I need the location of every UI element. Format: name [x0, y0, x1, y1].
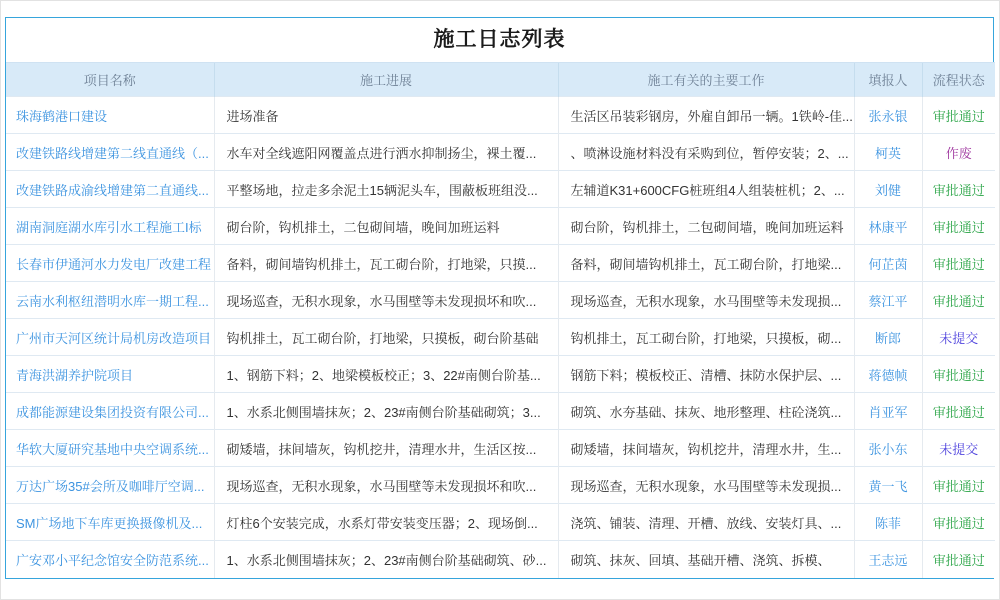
project-name-link[interactable]: 云南水利枢纽潜明水库一期工程...: [16, 293, 209, 309]
reporter-cell: [854, 245, 922, 282]
status-badge: 审批通过: [932, 552, 985, 568]
status-badge: 未提交: [939, 441, 979, 457]
status-cell: [922, 504, 995, 541]
column-header-project-name: 项目名称: [6, 63, 214, 97]
main-work-cell: 浇筑、铺装、清理、开槽、放线、安装灯具、...: [558, 504, 854, 541]
status-badge: 审批通过: [932, 182, 985, 198]
project-name-link[interactable]: 湖南洞庭湖水库引水工程施工I标: [16, 219, 202, 235]
status-badge: 作废: [945, 145, 972, 161]
main-work-cell: 生活区吊装彩钢房，外雇自卸吊一辆。1铁岭-佳...: [558, 97, 854, 134]
reporter-cell: [854, 134, 922, 171]
progress-cell: 砌矮墙，抹间墙灰，钩机挖井，清理水井，生活区按...: [214, 430, 558, 467]
page-title: 施工日志列表: [433, 28, 566, 51]
main-work-cell: 现场巡查，无积水现象，水马围壁等未发现损...: [558, 467, 854, 504]
construction-log-panel: [5, 17, 994, 579]
progress-cell: 备料，砌间墙钩机排土，瓦工砌台阶，打地梁，只摸...: [214, 245, 558, 282]
progress-cell: 现场巡查，无积水现象，水马围壁等未发现损坏和吹...: [214, 282, 558, 319]
reporter-link[interactable]: 林康平: [868, 219, 908, 235]
reporter-cell: [854, 208, 922, 245]
progress-cell: 砌台阶，钩机排土，二包砌间墙，晚间加班运料: [214, 208, 558, 245]
main-work-cell: 砌筑、抹灰、回填、基础开槽、浇筑、拆模、: [558, 541, 854, 578]
project-name-link[interactable]: 改建铁路线增建第二线直通线（...: [16, 145, 209, 161]
progress-cell: 灯柱6个安装完成，水系灯带安装变压器；2、现场倒...: [214, 504, 558, 541]
status-cell: [922, 541, 995, 578]
status-badge: 审批通过: [932, 293, 985, 309]
status-badge: 审批通过: [932, 367, 985, 383]
main-work-cell: 砌矮墙，抹间墙灰，钩机挖井，清理水井，生...: [558, 430, 854, 467]
status-badge: 未提交: [939, 330, 979, 346]
reporter-cell: [854, 171, 922, 208]
main-work-cell: 钩机排土，瓦工砌台阶，打地梁，只摸板，砌...: [558, 319, 854, 356]
reporter-link[interactable]: 蔡江平: [868, 293, 908, 309]
project-name-cell: [6, 134, 214, 171]
reporter-link[interactable]: 王志远: [868, 552, 908, 568]
reporter-link[interactable]: 肖亚军: [868, 404, 908, 420]
project-name-cell: [6, 393, 214, 430]
main-work-cell: 备料，砌间墙钩机排土，瓦工砌台阶，打地梁...: [558, 245, 854, 282]
table-row: [6, 282, 995, 319]
progress-cell: 水车对全线遮阳网覆盖点进行洒水抑制扬尘，裸土覆...: [214, 134, 558, 171]
status-cell: [922, 282, 995, 319]
status-cell: [922, 319, 995, 356]
reporter-link[interactable]: 刘健: [874, 182, 901, 198]
main-work-cell: 左辅道K31+600CFG桩班组4人组装桩机；2、...: [558, 171, 854, 208]
header-row: [6, 63, 995, 97]
reporter-cell: [854, 541, 922, 578]
project-name-cell: [6, 208, 214, 245]
progress-cell: 钩机排土，瓦工砌台阶，打地梁，只摸板，砌台阶基础: [214, 319, 558, 356]
project-name-link[interactable]: 成都能源建设集团投资有限公司...: [16, 404, 209, 420]
table-row: [6, 504, 995, 541]
status-cell: [922, 393, 995, 430]
project-name-cell: [6, 467, 214, 504]
status-badge: 审批通过: [932, 478, 985, 494]
project-name-link[interactable]: 华软大厦研究基地中央空调系统...: [16, 441, 209, 457]
project-name-link[interactable]: 万达广场35#会所及咖啡厅空调...: [16, 478, 205, 494]
table-row: [6, 393, 995, 430]
progress-cell: 1、钢筋下料；2、地梁模板校正；3、22#南侧台阶基...: [214, 356, 558, 393]
project-name-link[interactable]: SM广场地下车库更换摄像机及...: [16, 515, 203, 531]
table-row: [6, 541, 995, 578]
reporter-cell: [854, 282, 922, 319]
status-badge: 审批通过: [932, 404, 985, 420]
status-badge: 审批通过: [932, 256, 985, 272]
reporter-link[interactable]: 蒋德帧: [868, 367, 908, 383]
project-name-cell: [6, 282, 214, 319]
reporter-link[interactable]: 断郎: [874, 330, 901, 346]
reporter-cell: [854, 467, 922, 504]
status-badge: 审批通过: [932, 219, 985, 235]
project-name-link[interactable]: 长春市伊通河水力发电厂改建工程: [16, 256, 212, 272]
table-row: [6, 319, 995, 356]
project-name-link[interactable]: 广安邓小平纪念馆安全防范系统...: [16, 552, 209, 568]
reporter-link[interactable]: 陈菲: [874, 515, 901, 531]
table-row: [6, 245, 995, 282]
progress-cell: 进场准备: [214, 97, 558, 134]
column-header-reporter: 填报人: [854, 63, 922, 97]
reporter-cell: [854, 319, 922, 356]
reporter-cell: [854, 430, 922, 467]
status-cell: [922, 134, 995, 171]
reporter-link[interactable]: 何芷茵: [868, 256, 908, 272]
reporter-cell: [854, 504, 922, 541]
reporter-cell: [854, 356, 922, 393]
status-cell: [922, 356, 995, 393]
status-cell: [922, 97, 995, 134]
status-badge: 审批通过: [932, 515, 985, 531]
table-row: [6, 171, 995, 208]
main-work-cell: 现场巡查，无积水现象，水马围壁等未发现损...: [558, 282, 854, 319]
status-cell: [922, 208, 995, 245]
progress-cell: 1、水系北侧围墙抹灰；2、23#南侧台阶基础砌筑；3...: [214, 393, 558, 430]
table-row: [6, 134, 995, 171]
project-name-cell: [6, 541, 214, 578]
status-cell: [922, 467, 995, 504]
status-cell: [922, 245, 995, 282]
construction-log-table: [6, 62, 995, 578]
project-name-cell: [6, 430, 214, 467]
reporter-cell: [854, 393, 922, 430]
project-name-link[interactable]: 改建铁路成渝线增建第二直通线...: [16, 182, 209, 198]
reporter-link[interactable]: 张小东: [868, 441, 908, 457]
status-cell: [922, 171, 995, 208]
main-work-cell: 砌台阶，钩机排土，二包砌间墙，晚间加班运料: [558, 208, 854, 245]
project-name-cell: [6, 504, 214, 541]
column-header-main-work: 施工有关的主要工作: [558, 63, 854, 97]
table-body: [6, 97, 995, 578]
project-name-cell: [6, 245, 214, 282]
table-row: [6, 208, 995, 245]
main-work-cell: 、喷淋设施材料没有采购到位，暂停安装；2、...: [558, 134, 854, 171]
table-row: [6, 97, 995, 134]
reporter-link[interactable]: 黄一飞: [868, 478, 908, 494]
project-name-cell: [6, 319, 214, 356]
reporter-cell: [854, 97, 922, 134]
project-name-link[interactable]: 珠海鹤港口建设: [16, 108, 108, 124]
project-name-link[interactable]: 广州市天河区统计局机房改造项目: [16, 330, 212, 346]
progress-cell: 现场巡查，无积水现象，水马围壁等未发现损坏和吹...: [214, 467, 558, 504]
reporter-link[interactable]: 柯英: [874, 145, 901, 161]
project-name-cell: [6, 356, 214, 393]
project-name-cell: [6, 171, 214, 208]
main-work-cell: 钢筋下料；模板校正、清槽、抹防水保护层、...: [558, 356, 854, 393]
table-row: [6, 356, 995, 393]
project-name-cell: [6, 97, 214, 134]
table-row: [6, 430, 995, 467]
reporter-link[interactable]: 张永银: [868, 108, 908, 124]
status-badge: 审批通过: [932, 108, 985, 124]
table-row: [6, 467, 995, 504]
status-cell: [922, 430, 995, 467]
progress-cell: 1、水系北侧围墙抹灰；2、23#南侧台阶基础砌筑、砂...: [214, 541, 558, 578]
main-work-cell: 砌筑、水夯基础、抹灰、地形整理、柱砼浇筑...: [558, 393, 854, 430]
column-header-progress: 施工进展: [214, 63, 558, 97]
project-name-link[interactable]: 青海洪湖养护院项目: [16, 367, 134, 383]
progress-cell: 平整场地，拉走多余泥土15辆泥头车，围蔽板班组没...: [214, 171, 558, 208]
column-header-status: 流程状态: [922, 63, 995, 97]
